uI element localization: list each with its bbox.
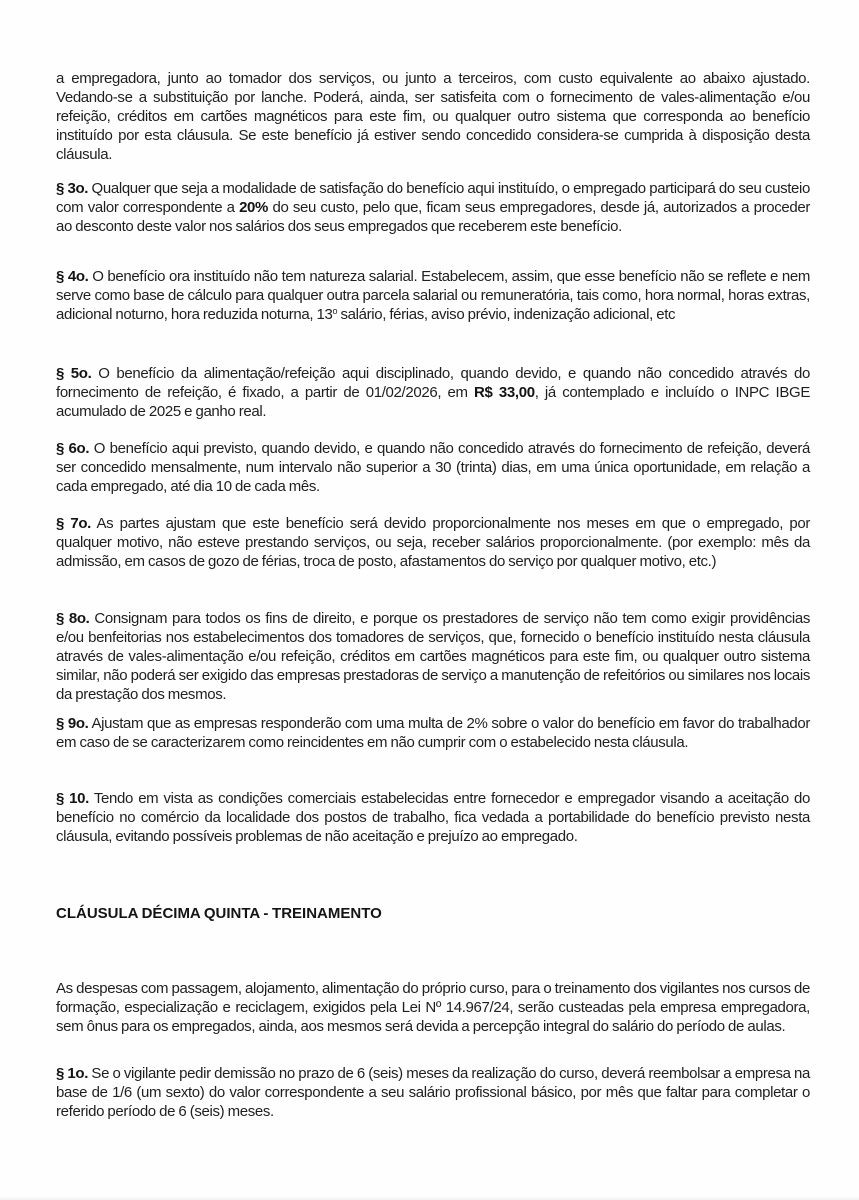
paragraph-text: Consignam para todos os fins de direito, e porque os prestadores de serviço não tem como exigir providências e/ou benfeitorias nos estabelecimentos dos tomadores de serviços, que, fornecido o benefício instituído nesta cláusula através de vales-alimentação e/ou refeição, créditos em cartões magnéticos para este fim, ou qualquer outro sistema similar, não poderá ser exigido das empresas prestadoras de serviço a manutenção de refeitórios ou similares nos locais da prestação dos mesmos. — [56, 610, 810, 703]
paragraph-label: § 3o. — [56, 180, 89, 197]
paragraph-label: § 7o. — [56, 515, 91, 532]
paragraph-7 — [56, 514, 810, 571]
paragraph-10 — [56, 789, 810, 846]
paragraph-text: do seu custo, pelo que, ficam seus empregadores, desde já, autorizados a proceder ao desconto deste valor nos salários dos seus empregados que receberem este benefício. — [56, 199, 810, 235]
paragraph-label: § 1o. — [56, 1065, 89, 1082]
paragraph-label: § 6o. — [56, 440, 90, 457]
section-paragraph-1 — [56, 1064, 810, 1121]
paragraph-label: § 9o. — [56, 715, 89, 732]
paragraph-8 — [56, 609, 810, 704]
paragraph-text: Ajustam que as empresas responderão com uma multa de 2% sobre o valor do benefício em favor do trabalhador em caso de se caracterizarem como reincidentes em não cumprir com o estabelecido nesta cláusula. — [56, 715, 810, 751]
paragraph-text: Tendo em vista as condições comerciais estabelecidas entre fornecedor e empregador visando a aceitação do benefício no comércio da localidade dos postos de trabalho, fica vedada a portabilidade do benefício previsto nesta cláusula, evitando possíveis problemas de não aceitação e prejuízo ao empregado. — [56, 790, 810, 845]
paragraph-label: § 10. — [56, 790, 89, 807]
paragraph-label: § 8o. — [56, 610, 90, 627]
paragraph-6 — [56, 439, 810, 496]
page-bottom-edge — [0, 1196, 859, 1200]
paragraph-4 — [56, 267, 810, 324]
paragraph-emphasis: R$ 33,00 — [474, 384, 535, 401]
paragraph-text: Se o vigilante pedir demissão no prazo de 6 (seis) meses da realização do curso, deverá reembolsar a empresa na base de 1/6 (um sexto) do valor correspondente a seu salário profissional básico, por mês que faltar para completar o referido período de 6 (seis) meses. — [56, 1065, 810, 1120]
paragraph-continuation — [56, 69, 810, 164]
paragraph-9 — [56, 714, 810, 752]
paragraph-superscript: o — [332, 306, 338, 316]
paragraph-text: O benefício ora instituído não tem natureza salarial. Estabelecem, assim, que esse benefício não se reflete e nem serve como base de cálculo para qualquer outra parcela salarial ou remuneratória, tais como, hora normal, horas extras, adicional noturno, hora reduzida noturna, 13 — [56, 268, 811, 323]
paragraph-emphasis: 20% — [239, 199, 269, 216]
paragraph-text: , já contemplado e incluído o INPC IBGE acumulado de 2025 e ganho real. — [56, 384, 810, 420]
paragraph-text: a empregadora, junto ao tomador dos serviços, ou junto a terceiros, com custo equivalente ao abaixo ajustado. Vedando-se a substituição por lanche. Poderá, ainda, ser satisfeita com o fornecimento de vales-alimentação e/ou refeição, créditos em cartões magnéticos para este fim, ou qualquer outro sistema que corresponda ao benefício instituído por esta cláusula. Se este benefício já estiver sendo concedido considera-se cumprida à disposição desta cláusula. — [56, 70, 810, 163]
paragraph-5 — [56, 364, 810, 421]
section-intro — [56, 979, 810, 1036]
paragraph-label: § 4o. — [56, 268, 89, 285]
paragraph-text: Qualquer que seja a modalidade de satisfação do benefício aqui instituído, o empregado participará do seu custeio com valor correspondente a — [56, 180, 810, 216]
paragraph-3 — [56, 179, 810, 236]
paragraph-text: salário, férias, aviso prévio, indenização adicional, etc — [337, 306, 676, 323]
paragraph-text: As despesas com passagem, alojamento, alimentação do próprio curso, para o treinamento dos vigilantes nos cursos de formação, especialização e reciclagem, exigidos pela Lei Nº 14.967/24, serão custeadas pela empresa empregadora, sem ônus para os empregados, ainda, aos mesmos será devida a percepção integral do salário do período de aulas. — [56, 980, 810, 1035]
paragraph-label: § 5o. — [56, 365, 92, 382]
section-heading: CLÁUSULA DÉCIMA QUINTA - TREINAMENTO — [56, 905, 382, 922]
paragraph-text: O benefício aqui previsto, quando devido, e quando não concedido através do fornecimento de refeição, deverá ser concedido mensalmente, num intervalo não superior a 30 (trinta) dias, em uma única oportunidade, em relação a cada empregado, até dia 10 de cada mês. — [56, 440, 810, 495]
paragraph-text: As partes ajustam que este benefício será devido proporcionalmente nos meses em que o empregado, por qualquer motivo, não esteve prestando serviços, ou seja, receber salários proporcionalmente. (por exemplo: mês da admissão, em casos de gozo de férias, troca de posto, afastamentos do serviço por qualquer motivo, etc.) — [56, 515, 811, 570]
paragraph-text: O benefício da alimentação/refeição aqui disciplinado, quando devido, e quando não concedido através do fornecimento de refeição, é fixado, a partir de 01/02/2026, em — [56, 365, 811, 401]
